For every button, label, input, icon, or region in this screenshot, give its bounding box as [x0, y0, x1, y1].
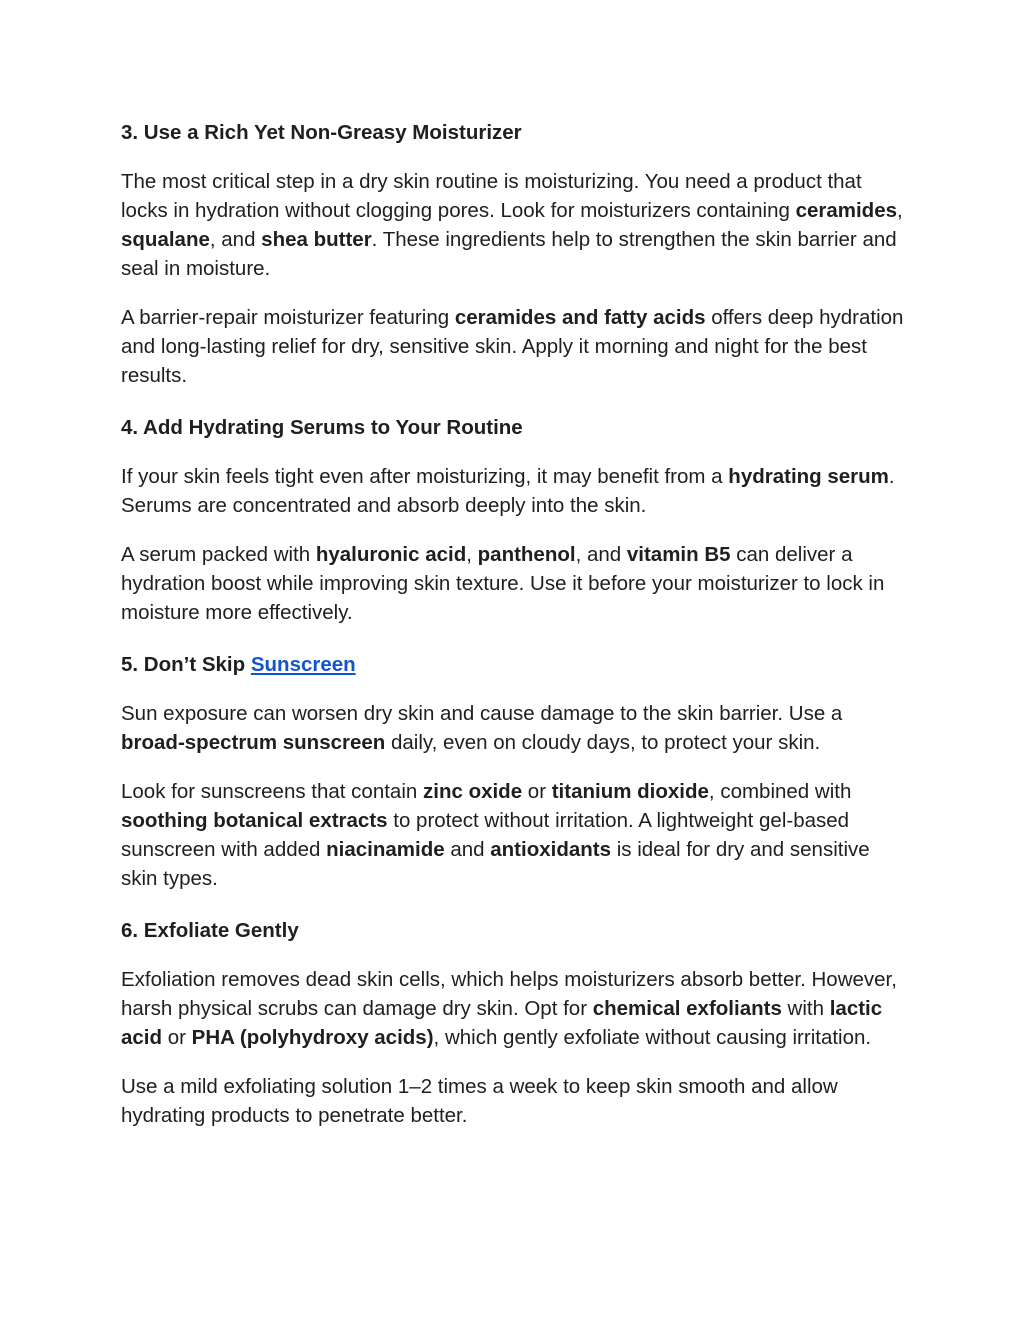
paragraph-sunscreen-product: Look for sunscreens that contain zinc oxide or titanium dioxide, combined with soothing botanical extracts to protect without irritation. A lightweight gel-based sunscreen with added niacinamide and antioxidants is ideal for dry and sensitive skin types. — [121, 780, 870, 890]
bold-term: squalane — [121, 228, 210, 251]
paragraph-moisturizer-product: A barrier-repair moisturizer featuring ceramides and fatty acids offers deep hydration and long-lasting relief for dry, sensitive skin. Apply it morning and night for the best results. — [121, 306, 904, 387]
section-heading-sunscreen: 5. Don’t Skip Sunscreen — [121, 653, 356, 676]
bold-term: shea butter — [261, 228, 372, 251]
paragraph-moisturizer-intro: The most critical step in a dry skin routine is moisturizing. You need a product that locks in hydration without clogging pores. Look for moisturizers containing ceramides, squalane, and shea butter. These ingredients help to strengthen the skin barrier and seal in moisture. — [121, 170, 903, 280]
sunscreen-link[interactable]: Sunscreen — [250, 653, 356, 676]
bold-term: niacinamide — [326, 838, 445, 861]
bold-term: panthenol — [477, 543, 576, 566]
document-page — [121, 118, 911, 1150]
bold-term: lactic acid — [121, 997, 883, 1049]
paragraph-serums-product: A serum packed with hyaluronic acid, panthenol, and vitamin B5 can deliver a hydration boost while improving skin texture. Use it before your moisturizer to lock in moisture more effectively. — [121, 543, 885, 624]
bold-term: hyaluronic acid — [315, 543, 467, 566]
section-heading-exfoliate: 6. Exfoliate Gently — [121, 919, 299, 942]
bold-term: titanium dioxide — [551, 780, 709, 803]
bold-term: hydrating serum — [728, 465, 889, 488]
bold-term: soothing botanical extracts — [121, 809, 388, 832]
section-heading-serums: 4. Add Hydrating Serums to Your Routine — [121, 416, 523, 439]
bold-term: ceramides — [795, 199, 898, 222]
paragraph-exfoliate-intro: Exfoliation removes dead skin cells, which helps moisturizers absorb better. However, harsh physical scrubs can damage dry skin. Opt for chemical exfoliants with lactic acid or PHA (polyhydroxy acids), which gently exfoliate without causing irritation. — [121, 968, 897, 1049]
bold-term: antioxidants — [490, 838, 611, 861]
paragraph-serums-intro: If your skin feels tight even after moisturizing, it may benefit from a hydrating serum. Serums are concentrated and absorb deeply into the skin. — [121, 465, 895, 517]
bold-term: vitamin B5 — [626, 543, 731, 566]
bold-term: PHA (polyhydroxy acids) — [191, 1026, 434, 1049]
bold-term: zinc oxide — [423, 780, 523, 803]
paragraph-sunscreen-intro: Sun exposure can worsen dry skin and cause damage to the skin barrier. Use a broad-spectrum sunscreen daily, even on cloudy days, to protect your skin. — [121, 702, 843, 754]
section-heading-moisturizer: 3. Use a Rich Yet Non-Greasy Moisturizer — [121, 121, 522, 144]
bold-term: broad-spectrum sunscreen — [121, 731, 386, 754]
bold-term: chemical exfoliants — [592, 997, 782, 1020]
paragraph-exfoliate-usage: Use a mild exfoliating solution 1–2 times a week to keep skin smooth and allow hydrating products to penetrate better. — [121, 1075, 838, 1127]
bold-term: ceramides and fatty acids — [454, 306, 706, 329]
